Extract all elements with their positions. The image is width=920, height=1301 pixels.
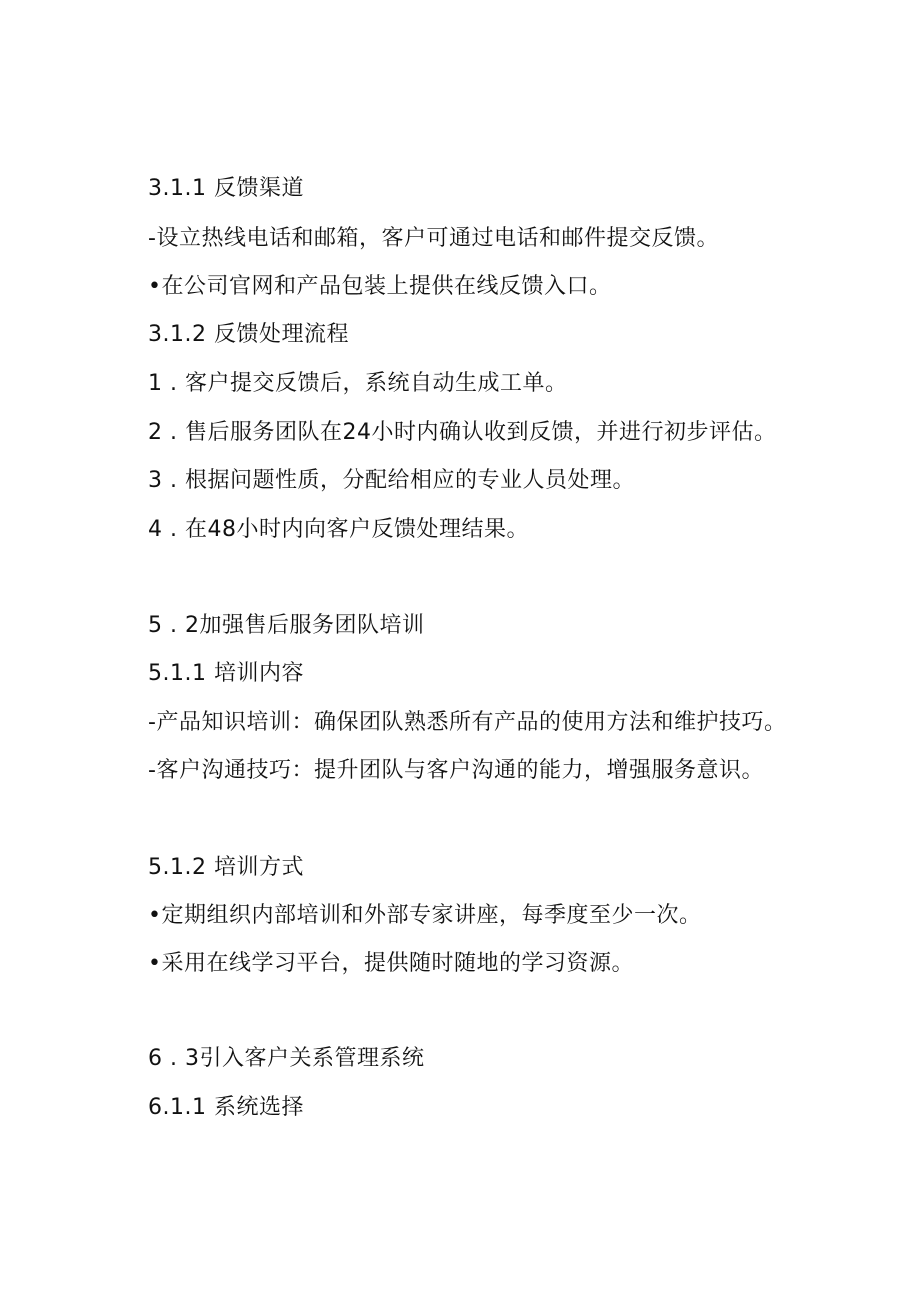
section-heading: 6 . 3引入客户关系管理系统 <box>148 1046 425 1071</box>
paragraph: -设立热线电话和邮箱，客户可通过电话和邮件提交反馈。 <box>148 226 719 251</box>
section-heading: 5.1.1 培训内容 <box>148 661 304 686</box>
paragraph: -产品知识培训：确保团队熟悉所有产品的使用方法和维护技巧。 <box>148 710 787 735</box>
list-item: 3 . 根据问题性质，分配给相应的专业人员处理。 <box>148 468 635 493</box>
paragraph: •采用在线学习平台，提供随时随地的学习资源。 <box>148 951 634 976</box>
list-item: 1 . 客户提交反馈后，系统自动生成工单。 <box>148 371 568 396</box>
paragraph: •定期组织内部培训和外部专家讲座，每季度至少一次。 <box>148 903 702 928</box>
section-heading: 5 . 2加强售后服务团队培训 <box>148 613 425 638</box>
section-heading: 6.1.1 系统选择 <box>148 1095 304 1120</box>
section-heading: 5.1.2 培训方式 <box>148 855 304 880</box>
list-item: 4 . 在48小时内向客户反馈处理结果。 <box>148 517 529 542</box>
list-item: 2 . 售后服务团队在24小时内确认收到反馈，并进行初步评估。 <box>148 420 777 445</box>
section-heading: 3.1.1 反馈渠道 <box>148 176 304 201</box>
paragraph: •在公司官网和产品包装上提供在线反馈入口。 <box>148 274 612 299</box>
paragraph: -客户沟通技巧：提升团队与客户沟通的能力，增强服务意识。 <box>148 758 764 783</box>
section-heading: 3.1.2 反馈处理流程 <box>148 322 349 347</box>
